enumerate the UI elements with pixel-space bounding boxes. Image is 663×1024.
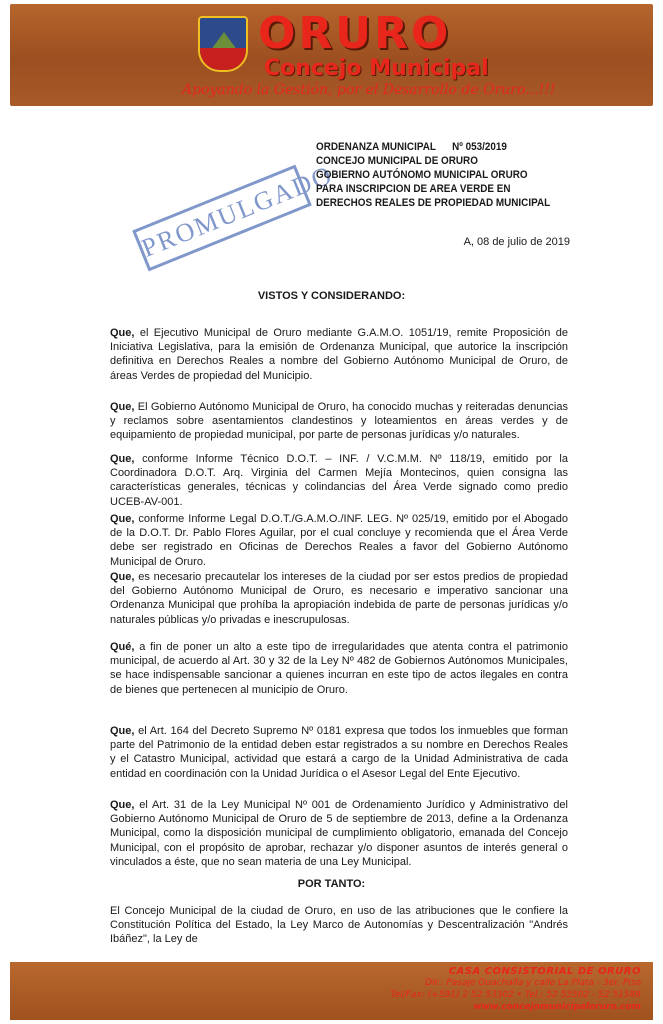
footer-building-name: CASA CONSISTORIAL DE ORURO (448, 966, 641, 977)
letterhead-banner (10, 4, 653, 106)
paragraph-text: conforme Informe Legal D.O.T./G.A.M.O./INF. LEG. Nº 025/19, emitido por el Abogado de la D.O.T. Dr. Pablo Flores Aguilar, por el cual concluye y recomienda que el Área Verde debe ser registrado en Oficinas de Derechos Reales a favor del Gobierno Autónomo Municipal de Oruro. (110, 513, 568, 568)
ordinance-line-3: GOBIERNO AUTÓNOMO MUNICIPAL ORURO (316, 169, 528, 181)
footer-website: www.concejomunicipaloruro.com (473, 1002, 641, 1012)
ordinance-label: ORDENANZA MUNICIPAL (316, 141, 436, 153)
paragraph-text: El Gobierno Autónomo Municipal de Oruro, ha conocido muchas y reiteradas denuncias y reclamos sobre asentamientos clandestinos y loteamientos en áreas verdes y de equipamiento de propiedad municipal, por parte de personas jurídicas y/o naturales. (110, 401, 568, 442)
footer-phones: Tel/Fax: (+591) 2 52 53302 • Tel.: 52 53502 - 52 51588 (390, 990, 641, 1000)
letterhead-footer (10, 962, 653, 1020)
brand-subtitle: Concejo Municipal (264, 56, 489, 81)
paragraph-lead: Que, (110, 513, 135, 525)
paragraph-2 (110, 400, 568, 443)
paragraph-1 (110, 326, 568, 383)
paragraph-lead: Que, (110, 725, 135, 737)
paragraph-5 (110, 570, 568, 627)
brand-slogan: Apoyando la Gestión, por el Desarrollo de Oruro...!!! (182, 82, 556, 98)
ordinance-heading (316, 140, 550, 210)
promulgated-stamp: PROMULGADO (132, 165, 312, 272)
paragraph-text: conforme Informe Técnico D.O.T. – INF. / V.C.M.M. Nº 118/19, emitido por la Coordinadora D.O.T. Arq. Virginia del Carmen Mejía Montecinos, quien consigna las características generales, técnicas y colindancias del Área Verde signado como predio UCEB-AV-001. (110, 453, 568, 508)
paragraph-lead: Que, (110, 401, 135, 413)
paragraph-text: el Art. 164 del Decreto Supremo Nº 0181 expresa que todos los inmuebles que forman parte del Patrimonio de la entidad deben estar registrados a su nombre en Derechos Reales y el Catastro Municipal, actividad que estará a cargo de la Unidad Administrativa de cada entidad en coordinación con la Unidad Jurídica o el Asesor Legal del Ente Ejecutivo. (110, 725, 568, 780)
paragraph-lead: Que, (110, 799, 135, 811)
paragraph-lead: Que, (110, 453, 135, 465)
ordinance-number: Nº 053/2019 (452, 141, 507, 153)
paragraph-8 (110, 798, 568, 869)
paragraph-lead: Que, (110, 327, 135, 339)
paragraph-3 (110, 452, 568, 509)
ordinance-line-2: CONCEJO MUNICIPAL DE ORURO (316, 155, 478, 167)
ordinance-line-5: DERECHOS REALES DE PROPIEDAD MUNICIPAL (316, 197, 551, 209)
brand-title: ORURO (258, 8, 452, 59)
paragraph-7 (110, 724, 568, 781)
paragraph-text: el Ejecutivo Municipal de Oruro mediante G.A.M.O. 1051/19, remite Proposición de Iniciativa Legislativa, para la emisión de Ordenanza Municipal, que autorice la inscripción definitiva en Derechos Reales a nombre del Gobierno Autónomo Municipal de Oruro, de áreas Verdes de propiedad del Municipio. (110, 327, 568, 382)
municipal-crest-icon (198, 16, 248, 72)
paragraph-4 (110, 512, 568, 569)
paragraph-9 (110, 904, 568, 947)
document-date: A, 08 de julio de 2019 (463, 236, 570, 248)
paragraph-text: El Concejo Municipal de la ciudad de Oruro, en uso de las atribuciones que le confiere la Constitución Política del Estado, la Ley Marco de Autonomías y Descentralización "Andrés Ibáñez", la Ley de (110, 905, 568, 946)
footer-address: Dir.: Pasaje Guachalla y calle La Plata - 3er. Piso (425, 978, 641, 988)
paragraph-lead: Que, (110, 571, 135, 583)
paragraph-text: es necesario precautelar los intereses de la ciudad por ser estos predios de propiedad del Gobierno Autónomo Municipal de Oruro, es necesario e imperativo sancionar una Ordenanza Municipal que prohíba la apropiación indebida de parte de personas jurídicas y/o naturales públicas y/o privadas e inescrupulosas. (110, 571, 568, 626)
paragraph-6 (110, 640, 568, 697)
paragraph-text: el Art. 31 de la Ley Municipal Nº 001 de Ordenamiento Jurídico y Administrativo del Gobierno Autónomo Municipal de Oruro de 5 de septiembre de 2013, define a la Ordenanza Municipal, como la disposición municipal de cumplimiento obligatorio, emanada del Concejo Municipal, con el propósito de aprobar, rechazar y/o disponer asuntos de interés general o vinculados a éste, que no sean materia de una Ley Municipal. (110, 799, 568, 868)
section-title-por-tanto: POR TANTO: (297, 878, 366, 890)
section-title-vistos: VISTOS Y CONSIDERANDO: (257, 290, 406, 302)
paragraph-lead: Qué, (110, 641, 135, 653)
ordinance-line-4: PARA INSCRIPCION DE AREA VERDE EN (316, 183, 511, 195)
paragraph-text: a fin de poner un alto a este tipo de irregularidades que atenta contra el patrimonio municipal, de acuerdo al Art. 30 y 32 de la Ley Nº 482 de Gobiernos Autónomos Municipales, se hace indispensable sancionar a quienes incurran en este tipo de actos ilegales en contra de bienes que pertenecen al municipio de Oruro. (110, 641, 568, 696)
